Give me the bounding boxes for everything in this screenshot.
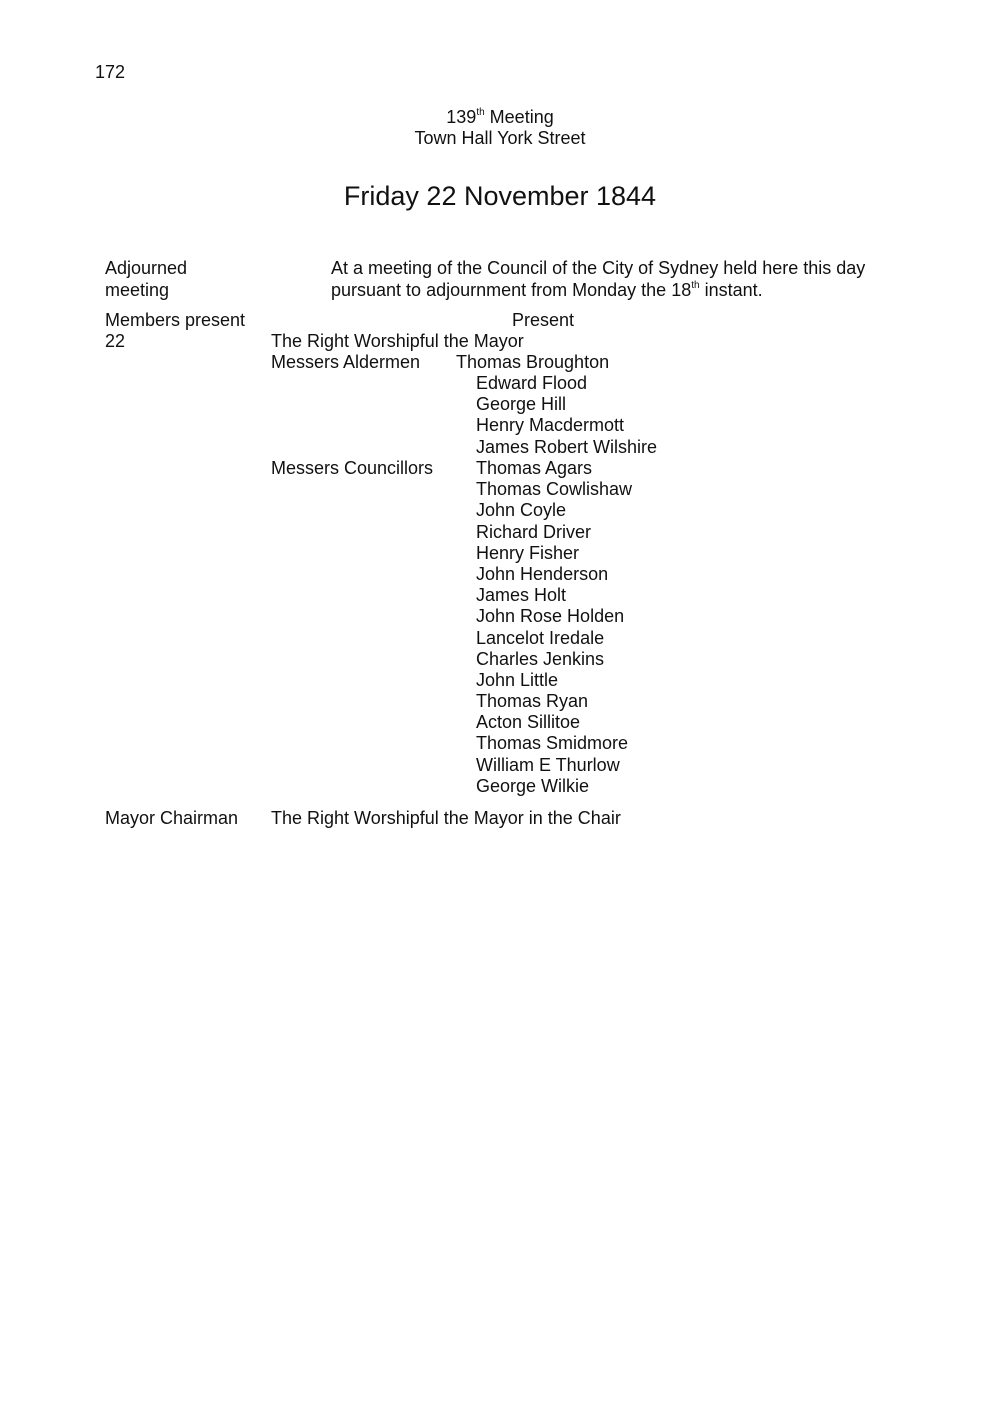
councillor-name: Thomas Ryan (476, 691, 589, 712)
alderman-name: George Hill (476, 394, 567, 415)
margin-note-mayor-chairman: Mayor Chairman (105, 808, 239, 828)
adjourned-text-line2-start: pursuant to adjournment from Monday the 18 (331, 280, 692, 300)
chairman-text: The Right Worshipful the Mayor in the Chair (271, 808, 621, 828)
councillor-name: Thomas Cowlishaw (476, 479, 633, 500)
alderman-name: Thomas Broughton (456, 352, 610, 372)
councillor-name: Acton Sillitoe (476, 712, 581, 733)
councillor-name: Lancelot Iredale (476, 627, 605, 648)
councillor-name: Charles Jenkins (476, 648, 605, 669)
councillor-name: Thomas Smidmore (476, 733, 629, 754)
margin-note-meeting: meeting (105, 280, 170, 300)
meeting-number-suffix: th (476, 107, 485, 118)
aldermen-label: Messers Aldermen (271, 352, 421, 372)
meeting-location: Town Hall York Street (414, 128, 586, 148)
adjourned-text-line1: At a meeting of the Council of the City of Sydney held here this day (331, 258, 866, 278)
meeting-word: Meeting (489, 107, 554, 127)
councillor-name: William E Thurlow (476, 754, 620, 775)
margin-note-members-present: Members present (105, 310, 246, 330)
councillor-name: Henry Fisher (476, 542, 580, 563)
councillor-name: George Wilkie (476, 775, 590, 796)
councillor-name: John Henderson (476, 563, 609, 584)
councillor-name: Thomas Agars (476, 458, 593, 478)
page-number: 172 (95, 62, 126, 82)
councillor-name: Richard Driver (476, 521, 592, 542)
adjourned-text-line2 (331, 280, 763, 301)
page-title: Friday 22 November 1844 (343, 181, 657, 211)
adjourned-text-line2-end: instant. (699, 280, 763, 300)
alderman-name: Henry Macdermott (476, 415, 625, 436)
councillor-name: James Holt (476, 585, 567, 606)
councillors-list (476, 458, 632, 797)
present-heading: Present (512, 310, 575, 330)
meeting-number: 139 (446, 107, 477, 127)
alderman-name: Edward Flood (476, 373, 588, 393)
adjourned-date-suffix: th (691, 280, 700, 291)
alderman-name: James Robert Wilshire (476, 436, 658, 457)
members-count: 22 (105, 331, 126, 351)
mayor-line: The Right Worshipful the Mayor (271, 331, 524, 351)
councillor-name: John Coyle (476, 500, 567, 521)
aldermen-list (476, 373, 657, 458)
councillor-name: John Little (476, 669, 559, 690)
meeting-number-heading (0, 107, 1000, 128)
councillor-name: John Rose Holden (476, 606, 625, 627)
councillors-label: Messers Councillors (271, 458, 434, 478)
margin-note-adjourned: Adjourned (105, 258, 188, 278)
